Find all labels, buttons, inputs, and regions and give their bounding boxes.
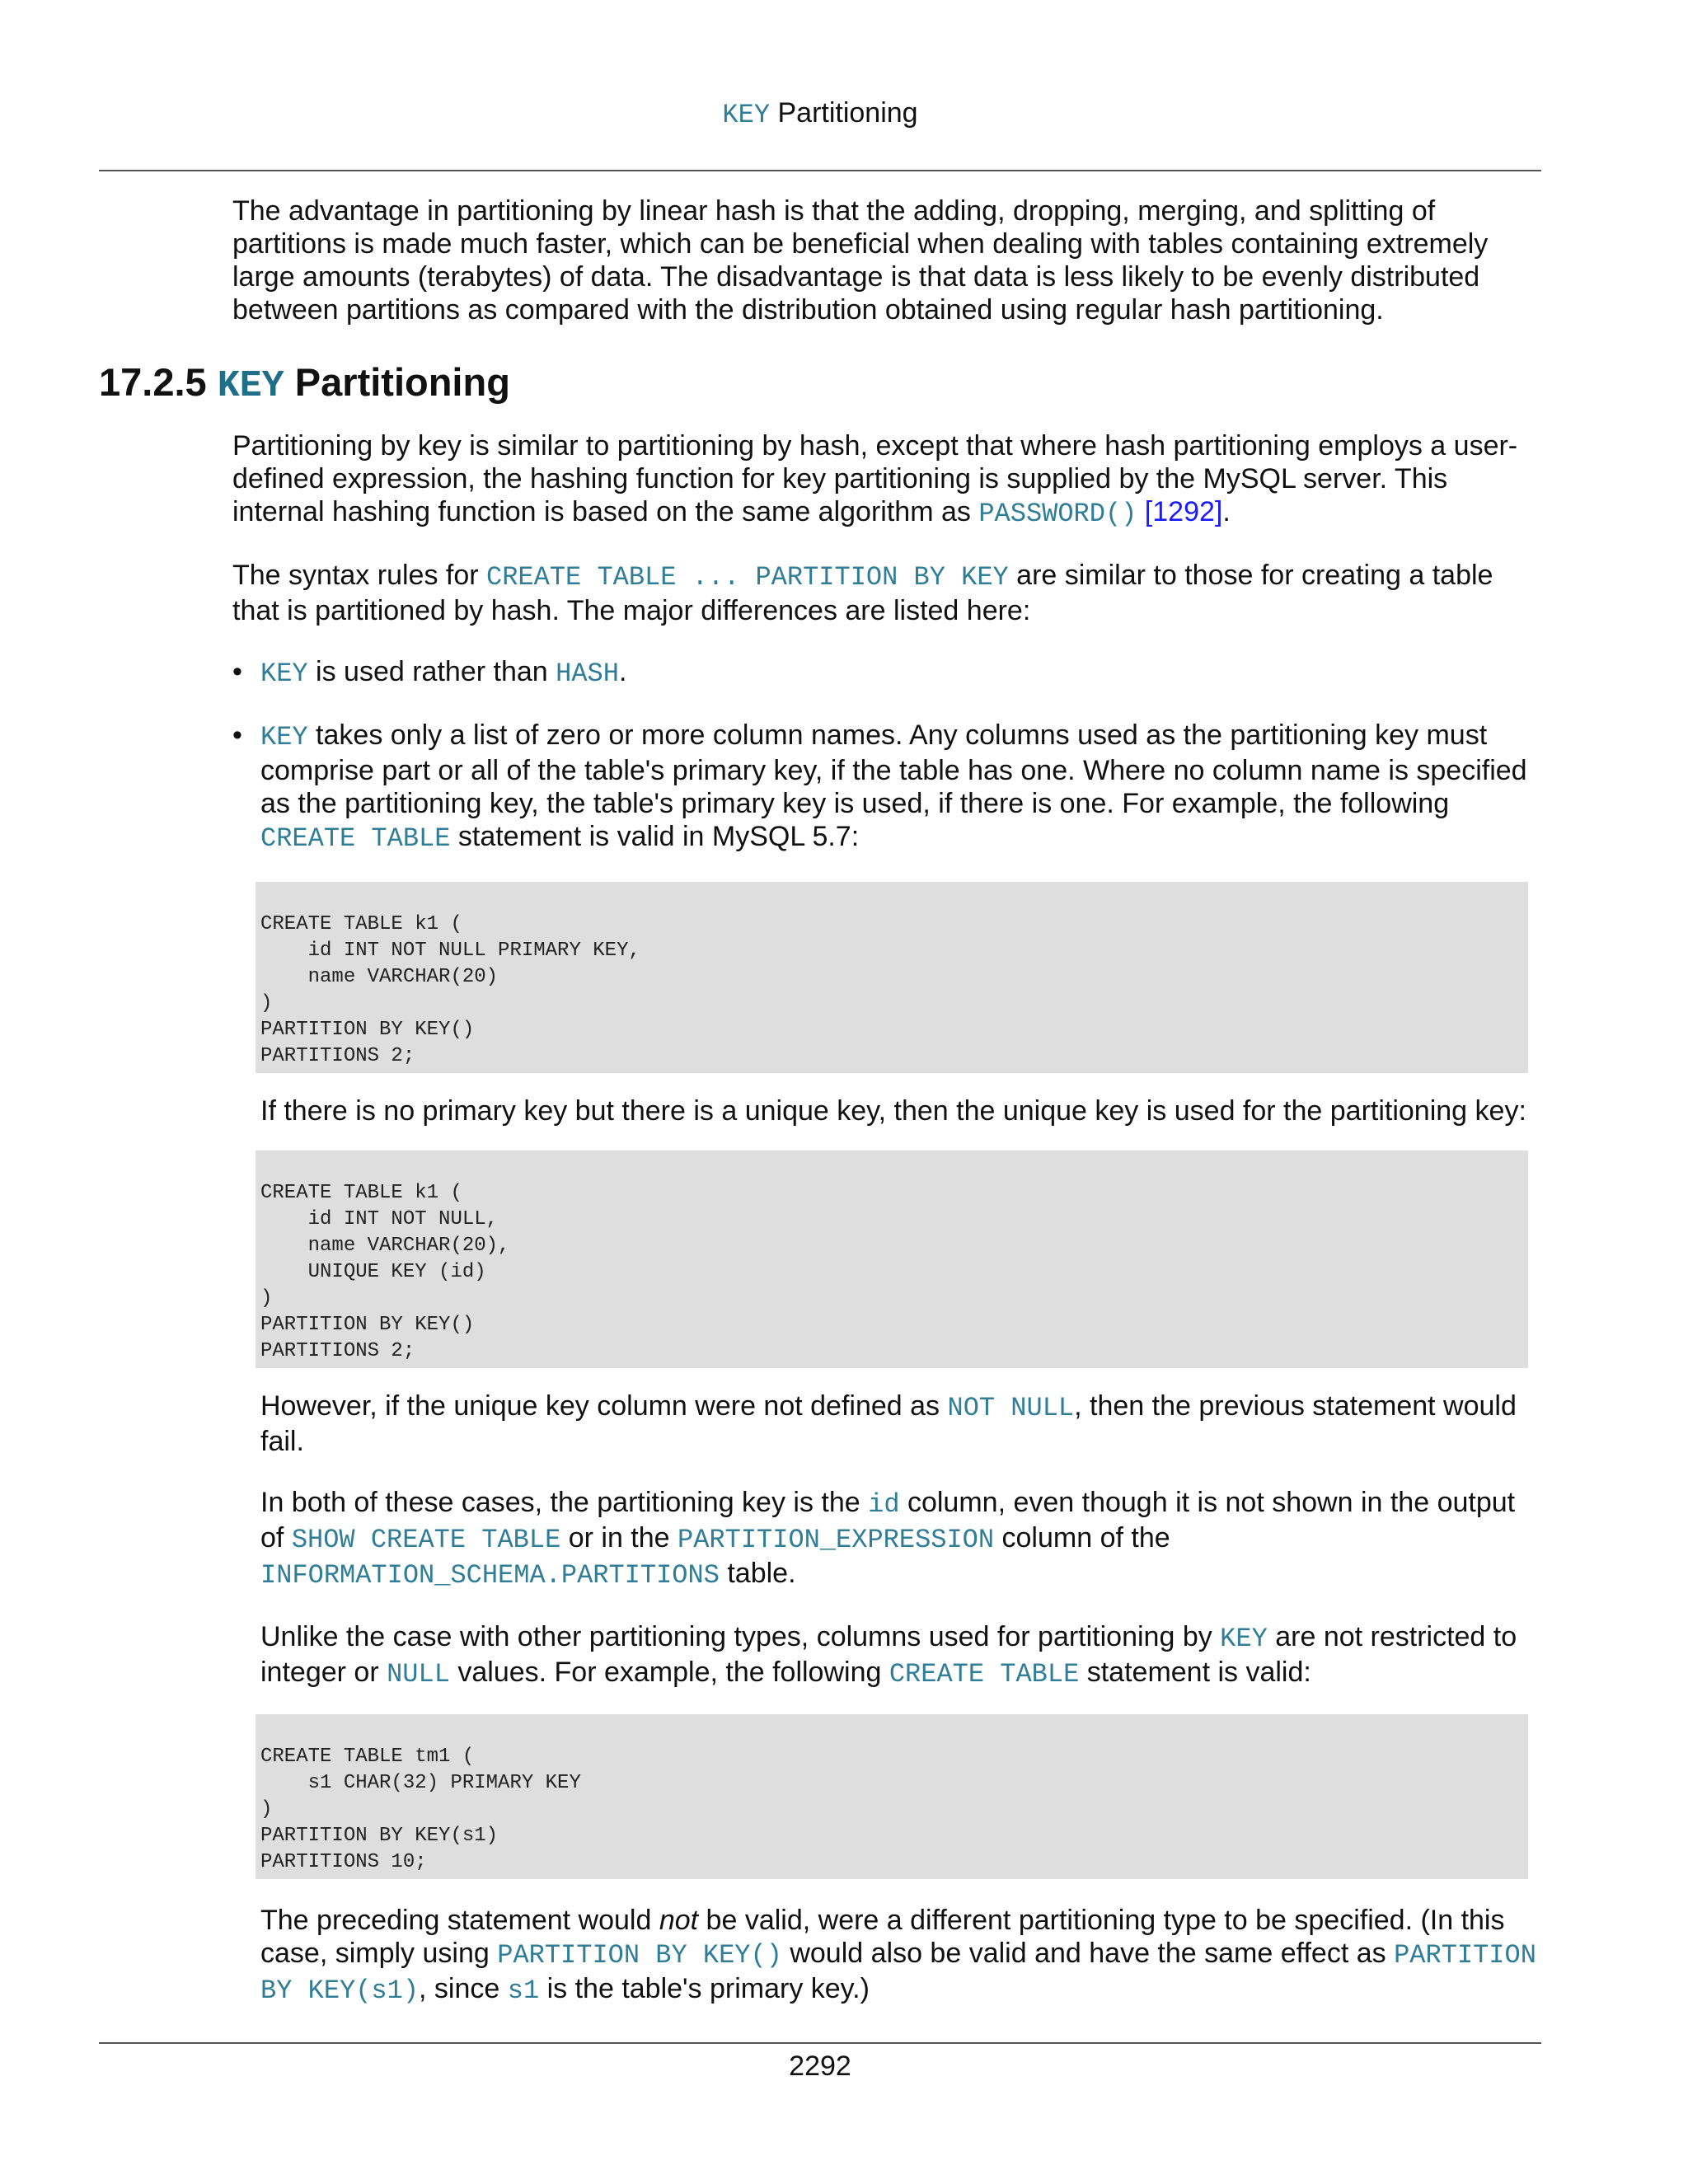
code-block-1: CREATE TABLE k1 ( id INT NOT NULL PRIMARY KEY, name VARCHAR(20) ) PARTITION BY KEY() PARTITIONS 2; — [256, 882, 1528, 1073]
p6-text-a: Unlike the case with other partitioning types, columns used for partitioning by — [260, 1621, 1221, 1652]
intro-paragraph: The advantage in partitioning by linear hash is that the adding, dropping, merging, and splitting of partitions is made much faster, which can be beneficial when dealing with tables containing extremely large amounts (terabytes) of data. The disadvantage is that data is less likely to be evenly distributed between partitions as compared with the distribution obtained using regular hash partitioning. — [232, 195, 1489, 326]
header-literal: KEY — [722, 100, 771, 130]
p7-code2: PARTITION BY KEY(s1) — [260, 1940, 1536, 2006]
p7-text-c: would also be valid and have the same effect as — [781, 1938, 1395, 1969]
section-title: Partitioning — [284, 360, 510, 404]
li1-code2: HASH — [556, 658, 619, 689]
p5-text-c: or in the — [560, 1522, 678, 1554]
p7-emphasis: not — [659, 1905, 699, 1936]
p1-text-a: Partitioning by key is similar to partitioning by hash, except that where hash partitioning employs a user-defined expression, the hashing function for key partitioning is supplied by the MySQL server. This internal hashing function is based on the same algorithm as — [232, 430, 1518, 527]
p1-code: PASSWORD() — [978, 499, 1137, 529]
p5-text-a: In both of these cases, the partitioning key is the — [260, 1487, 869, 1518]
p7-text-b: be valid, were a different partitioning type to be specified. (In this case, simply using — [260, 1905, 1505, 1969]
li2-code1: KEY — [260, 722, 308, 752]
section-heading — [99, 359, 1543, 410]
li1-text-a: is used rather than — [307, 656, 556, 687]
p1-page-link[interactable]: [1292] — [1137, 496, 1223, 527]
p6-text-d: statement is valid: — [1079, 1657, 1311, 1688]
li2-text-a: takes only a list of zero or more column names. Any columns used as the partitioning key must comprise part or all of the table's primary key, if the table has one. Where no column name is specified as the partitioning key, the table's primary key is used, if there is one. For example, the following — [260, 719, 1527, 819]
p1-text-b: . — [1222, 496, 1231, 527]
p7-code3: s1 — [507, 1975, 540, 2006]
p6-text-b: are not restricted to integer or — [260, 1621, 1517, 1688]
differences-list — [99, 655, 1543, 855]
page-content — [99, 194, 1543, 2008]
p7-text-d: , since — [419, 1973, 508, 2004]
p6-text-c: values. For example, the following — [449, 1657, 889, 1688]
footer-rule — [99, 2042, 1541, 2044]
p5-text-e: table. — [719, 1558, 796, 1589]
paragraph-3: If there is no primary key but there is a unique key, then the unique key is used for the partitioning key: — [260, 1095, 1526, 1127]
paragraph-6 — [260, 1620, 1543, 1691]
p7-text-a: The preceding statement would — [260, 1905, 659, 1936]
li1-text-b: . — [618, 656, 627, 687]
bullet-marker: • — [232, 719, 242, 751]
p6-code1: KEY — [1220, 1624, 1268, 1654]
section-literal: KEY — [217, 365, 284, 407]
code-block-2: CREATE TABLE k1 ( id INT NOT NULL, name VARCHAR(20), UNIQUE KEY (id) ) PARTITION BY KEY() PARTITIONS 2; — [256, 1151, 1528, 1368]
header-title: Partitioning — [770, 97, 918, 129]
p5-code1: id — [868, 1489, 900, 1520]
code-block-3: CREATE TABLE tm1 ( s1 CHAR(32) PRIMARY KEY ) PARTITION BY KEY(s1) PARTITIONS 10; — [256, 1714, 1528, 1879]
li2-text-b: statement is valid in MySQL 5.7: — [450, 821, 860, 852]
section-number: 17.2.5 — [99, 360, 218, 404]
paragraph-7 — [260, 1904, 1543, 2008]
running-header — [0, 97, 1640, 130]
li1-code1: KEY — [260, 658, 308, 689]
list-item — [232, 719, 1543, 855]
p2-text-b: are similar to those for creating a table that is partitioned by hash. The major differences are listed here: — [232, 560, 1493, 626]
p2-code: CREATE TABLE ... PARTITION BY KEY — [486, 562, 1009, 593]
page-number: 2292 — [789, 2050, 851, 2082]
paragraph-4 — [260, 1390, 1543, 1458]
list-item — [232, 655, 1543, 691]
paragraph-1 — [232, 429, 1543, 531]
p6-code2: NULL — [387, 1659, 450, 1690]
p4-code: NOT NULL — [947, 1393, 1075, 1423]
p6-code3: CREATE TABLE — [889, 1659, 1080, 1690]
p5-code4: INFORMATION_SCHEMA.PARTITIONS — [260, 1560, 720, 1591]
paragraph-2 — [232, 559, 1543, 627]
header-rule — [99, 170, 1541, 171]
p5-code2: SHOW CREATE TABLE — [291, 1525, 561, 1555]
p4-text-a: However, if the unique key column were not defined as — [260, 1390, 948, 1422]
p2-text-a: The syntax rules for — [232, 560, 487, 591]
bullet-marker: • — [232, 656, 242, 687]
li2-code2: CREATE TABLE — [260, 823, 451, 854]
p5-code3: PARTITION_EXPRESSION — [678, 1525, 995, 1555]
p5-text-d: column of the — [994, 1522, 1170, 1554]
p4-text-b: , then the previous statement would fail. — [260, 1390, 1517, 1457]
p7-code1: PARTITION BY KEY() — [497, 1940, 782, 1971]
p5-text-b: column, even though it is not shown in the output of — [260, 1487, 1516, 1554]
p7-text-e: is the table's primary key.) — [539, 1973, 870, 2004]
paragraph-5 — [260, 1486, 1543, 1592]
